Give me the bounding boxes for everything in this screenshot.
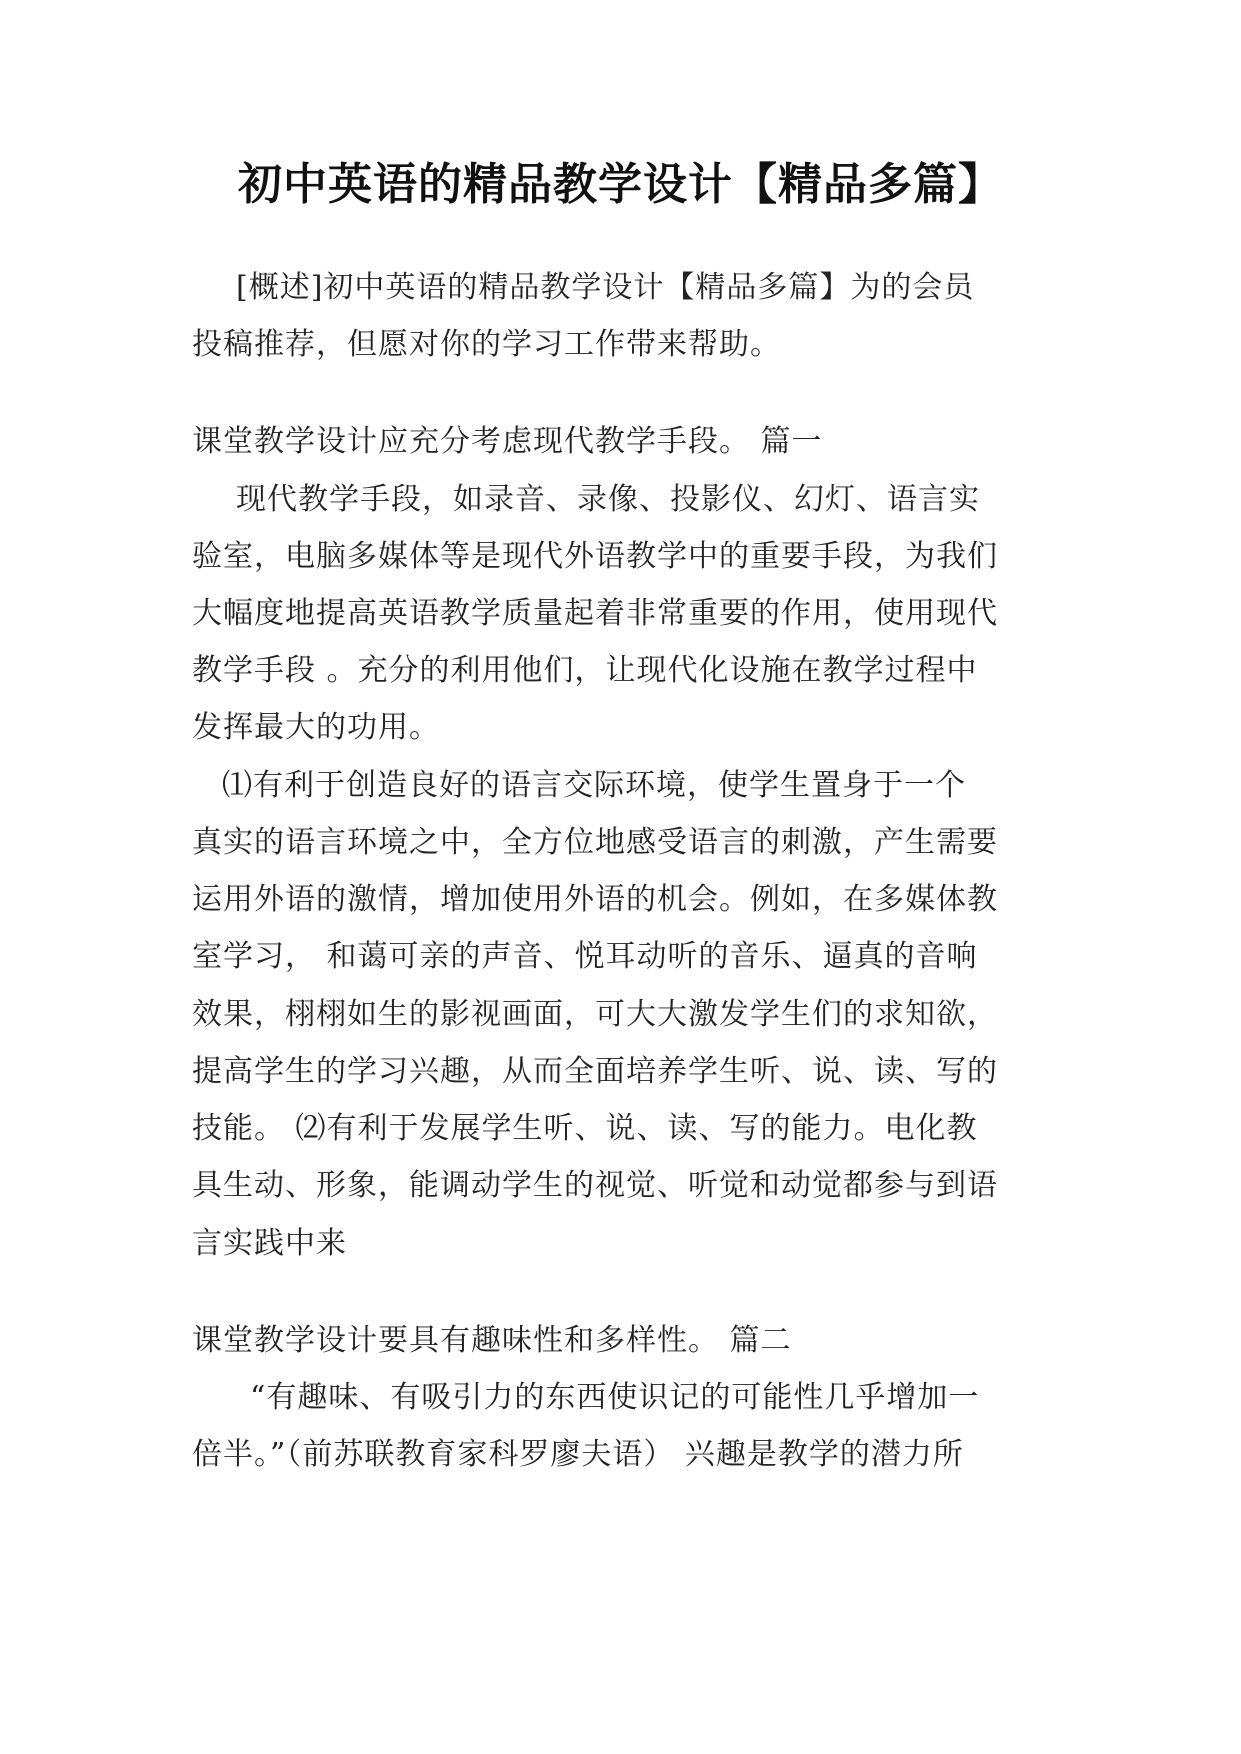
paragraph-line: 效果，栩栩如生的影视画面，可大大激发学生们的求知欲， bbox=[192, 997, 998, 1032]
document-title: 初中英语的精品教学设计【精品多篇】 bbox=[238, 159, 1003, 210]
paragraph-line: “有趣味、有吸引力的东西使识记的可能性几乎增加一 bbox=[250, 1380, 980, 1415]
paragraph-line: 发挥最大的功用。 bbox=[192, 710, 440, 745]
paragraph-line: 室学习， 和蔼可亲的声音、悦耳动听的音乐、逼真的音响 bbox=[192, 939, 978, 974]
paragraph-line: 言实践中来 bbox=[192, 1226, 347, 1261]
paragraph-line: 大幅度地提高英语教学质量起着非常重要的作用，使用现代 bbox=[192, 596, 998, 631]
paragraph-line: 提高学生的学习兴趣，从而全面培养学生听、说、读、写的 bbox=[192, 1054, 998, 1089]
paragraph-line: 真实的语言环境之中，全方位地感受语言的刺激，产生需要 bbox=[192, 825, 998, 860]
paragraph-line: 技能。 ⑵有利于发展学生听、说、读、写的能力。电化教 bbox=[192, 1111, 978, 1146]
summary-line-2: 投稿推荐，但愿对你的学习工作带来帮助。 bbox=[192, 327, 781, 362]
paragraph-line: 验室，电脑多媒体等是现代外语教学中的重要手段，为我们 bbox=[192, 539, 998, 574]
paragraph-line: 运用外语的激情，增加使用外语的机会。例如，在多媒体教 bbox=[192, 882, 998, 917]
paragraph-line: 倍半。”（前苏联教育家科罗廖夫语） 兴趣是教学的潜力所 bbox=[192, 1437, 964, 1472]
summary-line-1: [概述]初中英语的精品教学设计【精品多篇】为的会员 bbox=[236, 270, 975, 305]
paragraph-line: 现代教学手段，如录音、录像、投影仪、幻灯、语言实 bbox=[236, 482, 980, 517]
section-heading-2: 课堂教学设计要具有趣味性和多样性。 篇二 bbox=[192, 1323, 792, 1358]
paragraph-line: ⑴有利于创造良好的语言交际环境，使学生置身于一个 bbox=[222, 768, 966, 803]
paragraph-line: 教学手段 。充分的利用他们，让现代化设施在教学过程中 bbox=[192, 653, 978, 688]
section-heading-1: 课堂教学设计应充分考虑现代教学手段。 篇一 bbox=[192, 424, 823, 459]
paragraph-line: 具生动、形象，能调动学生的视觉、听觉和动觉都参与到语 bbox=[192, 1168, 998, 1203]
